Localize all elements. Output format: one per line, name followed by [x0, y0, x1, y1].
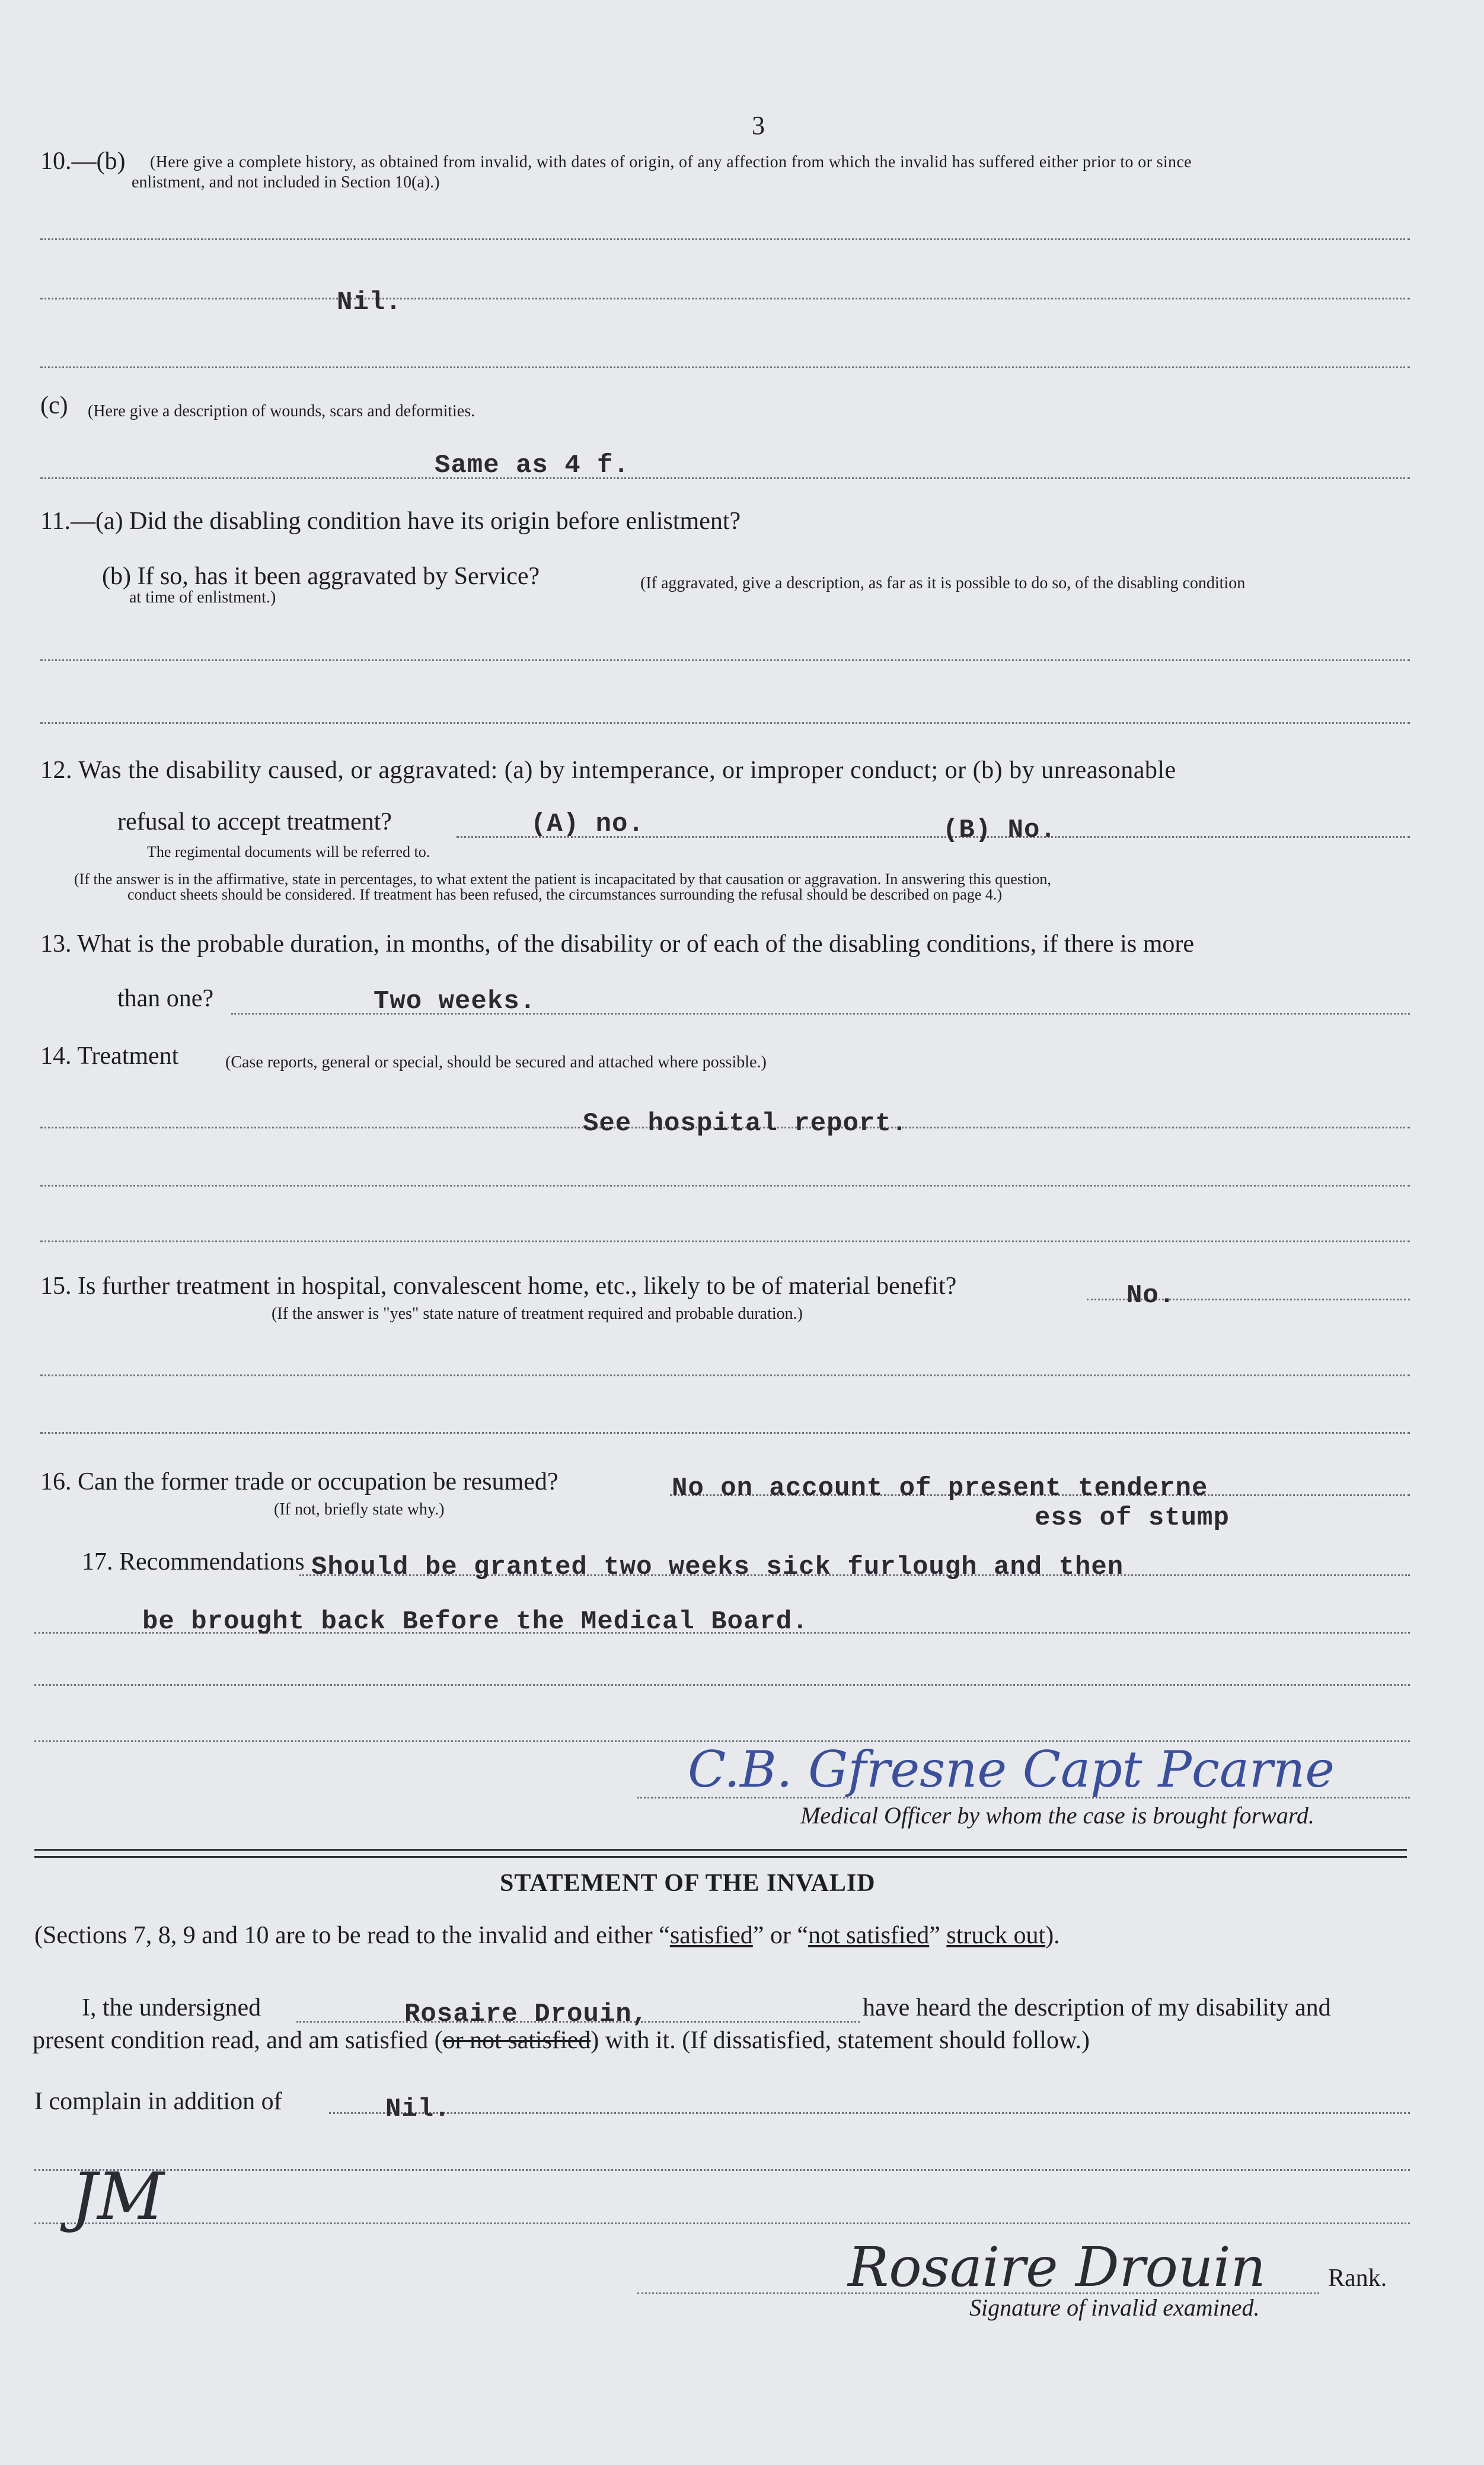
- q15-instruction: (If the answer is "yes" state nature of treatment required and probable duration.): [272, 1305, 803, 1323]
- q11b-instruction: (If aggravated, give a description, as far as it is possible to do so, of the disabling condition: [640, 574, 1246, 592]
- complain-line-1: [329, 2112, 1410, 2114]
- q16-answer-line-1: No on account of present tenderne: [672, 1474, 1208, 1503]
- q10b-answer: Nil.: [337, 288, 402, 317]
- q16-label: 16. Can the former trade or occupation be resumed?: [40, 1468, 559, 1495]
- undersigned-label: I, the undersigned: [82, 1994, 261, 2021]
- q12-text-cont: refusal to accept treatment?: [117, 808, 392, 836]
- q10b-instruction: (Here give a complete history, as obtained from invalid, with dates of origin, of any affection from which the invalid has suffered either prior to or since: [150, 153, 1192, 171]
- statement-instructions: [34, 1921, 1060, 1950]
- page-number: 3: [752, 111, 765, 140]
- q15-label: 15. Is further treatment in hospital, convalescent home, etc., likely to be of material benefit?: [40, 1273, 957, 1300]
- q11-line-2: [40, 722, 1410, 724]
- q12-instruction: (If the answer is in the affirmative, state in percentages, to what extent the patient is incapacitated by that causation or aggravation. In answering this question,: [74, 870, 1051, 888]
- present-condition-line: [33, 2026, 1090, 2055]
- struck-out-word: struck out: [946, 1922, 1046, 1949]
- q10c-instruction: (Here give a description of wounds, scars and deformities.: [88, 402, 475, 420]
- complain-label: I complain in addition of: [34, 2088, 282, 2115]
- witness-initials: JM: [71, 2158, 164, 2234]
- section-divider-bottom: [34, 1856, 1407, 1858]
- q10b-number: 10.—(b): [40, 148, 126, 175]
- statement-instructions-prefix: (Sections 7, 8, 9 and 10 are to be read to the invalid and either “: [34, 1922, 670, 1949]
- q17-answer-line-2: be brought back Before the Medical Board.: [142, 1607, 809, 1637]
- q11b-instruction-cont: at time of enlistment.): [129, 588, 276, 607]
- q14-label: 14. Treatment: [40, 1042, 179, 1070]
- q10c-line: [40, 477, 1410, 479]
- statement-instructions-mid2: ”: [929, 1922, 947, 1949]
- q10c-answer: Same as 4 f.: [435, 451, 630, 480]
- complain-line-3: [34, 2222, 1410, 2224]
- invalid-signature-caption: Signature of invalid examined.: [969, 2294, 1260, 2321]
- q16-answer-line-2: ess of stump: [1035, 1503, 1230, 1533]
- q12-note: The regimental documents will be referred to.: [147, 843, 430, 860]
- q15-line-2: [40, 1432, 1410, 1434]
- q13-text-cont: than one?: [117, 985, 214, 1012]
- not-satisfied-word: not satisfied: [808, 1922, 930, 1949]
- q16-instruction: (If not, briefly state why.): [274, 1500, 445, 1519]
- q15-line-1: [40, 1375, 1410, 1376]
- medical-officer-caption: Medical Officer by whom the case is brought forward.: [800, 1802, 1314, 1829]
- q10b-line-3: [40, 366, 1410, 368]
- q12-instruction-cont: conduct sheets should be considered. If treatment has been refused, the circumstances surrounding the refusal should be described on page 4.): [127, 886, 1003, 903]
- satisfied-word: satisfied: [669, 1922, 753, 1949]
- q10b-line-1: [40, 238, 1410, 240]
- q14-answer: See hospital report.: [583, 1109, 908, 1139]
- rank-label: Rank.: [1328, 2265, 1387, 2292]
- complain-answer: Nil.: [385, 2094, 451, 2124]
- statement-instructions-mid: ” or “: [752, 1922, 809, 1949]
- q11-line-1: [40, 659, 1410, 661]
- q10b-line-2: [40, 298, 1410, 299]
- q11a-text: 11.—(a) Did the disabling condition have its origin before enlistment?: [40, 508, 741, 535]
- statement-title: STATEMENT OF THE INVALID: [500, 1870, 876, 1897]
- medical-officer-signature: C.B. Gfresne Capt Pcarne: [688, 1740, 1335, 1798]
- or-not-satisfied-struck: or not satisfied: [442, 2027, 591, 2054]
- q14-instruction: (Case reports, general or special, should be secured and attached where possible.): [225, 1053, 767, 1072]
- q10b-instruction-cont: enlistment, and not included in Section 10(a).): [132, 173, 440, 192]
- statement-instructions-end: ).: [1045, 1922, 1060, 1949]
- q10c-number: (c): [40, 392, 68, 419]
- invalid-name: Rosaire Drouin,: [404, 2000, 649, 2029]
- invalid-signature: Rosaire Drouin: [848, 2236, 1266, 2299]
- q14-line-2: [40, 1185, 1410, 1187]
- q12-answer-b: (B) No.: [943, 815, 1057, 845]
- q15-answer: No.: [1126, 1281, 1176, 1310]
- q11b-text: (b) If so, has it been aggravated by Service?: [102, 563, 540, 590]
- q14-line-3: [40, 1241, 1410, 1242]
- complain-line-2: [34, 2169, 1410, 2171]
- q12-text: 12. Was the disability caused, or aggravated: (a) by intemperance, or improper conduct; or (b) by unreasonable: [40, 757, 1176, 784]
- heard-description-text: have heard the description of my disability and: [863, 1994, 1331, 2021]
- present-condition-text: present condition read, and am satisfied (: [33, 2027, 443, 2054]
- q12-answer-a: (A) no.: [531, 809, 644, 839]
- with-it-text: ) with it. (If dissatisfied, statement should follow.): [591, 2027, 1090, 2054]
- q17-answer-line-1: Should be granted two weeks sick furlough and then: [311, 1552, 1124, 1582]
- section-divider-top: [34, 1849, 1407, 1851]
- q13-answer: Two weeks.: [374, 987, 537, 1016]
- q13-text: 13. What is the probable duration, in months, of the disability or of each of the disabling conditions, if there is more: [40, 930, 1194, 958]
- q17-label: 17. Recommendations: [82, 1548, 305, 1576]
- q17-line-3: [34, 1684, 1410, 1686]
